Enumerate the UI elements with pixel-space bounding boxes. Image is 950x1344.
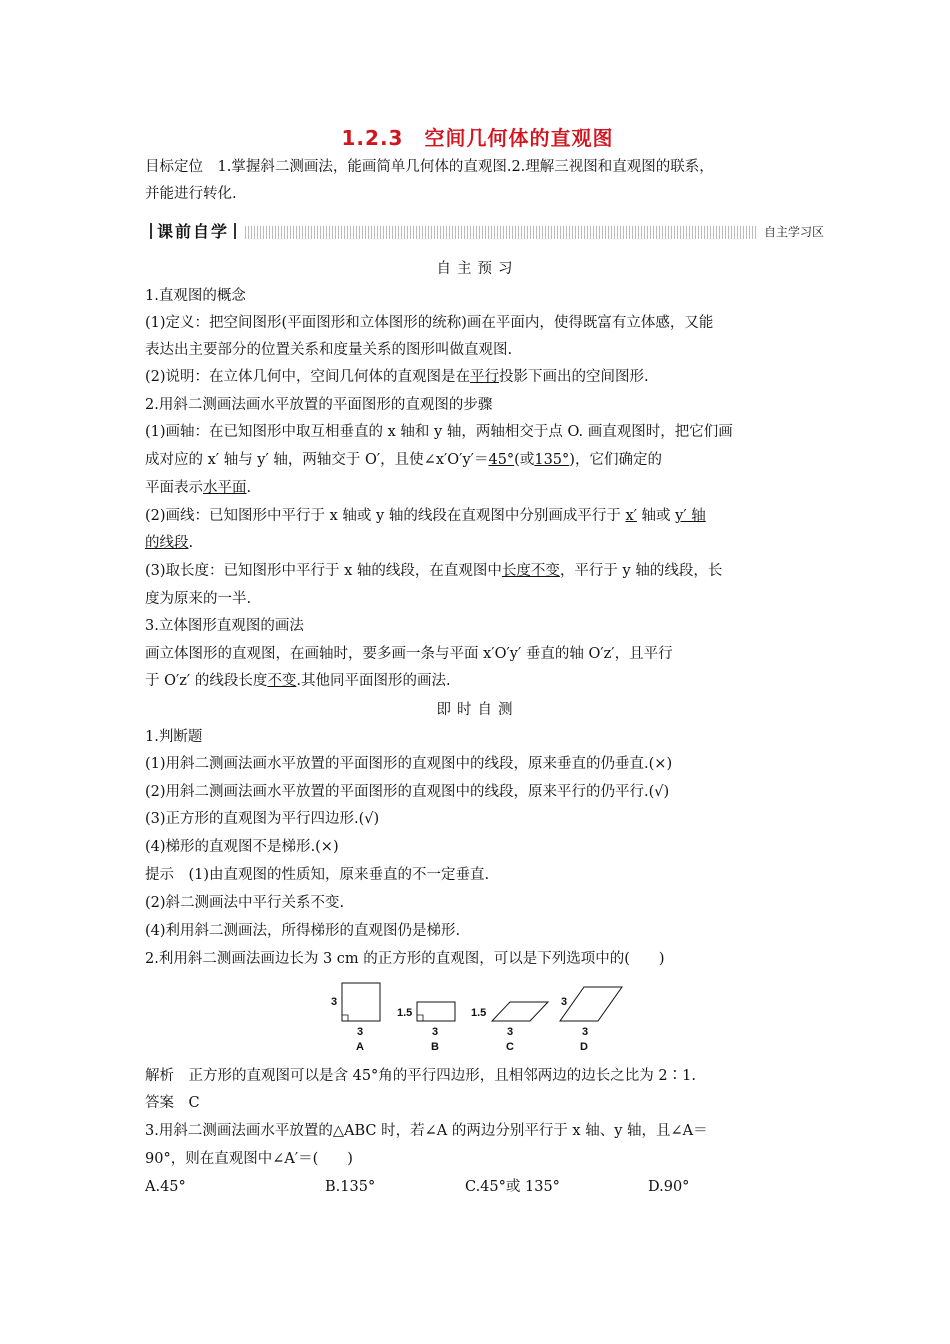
hint-3: (4)利用斜二测画法，所得梯形的直观图仍是梯形.: [145, 923, 461, 939]
s1-p1-b: 表达出主要部分的位置关系和度量关系的图形叫做直观图.: [145, 342, 513, 358]
option-a-label: A: [356, 1041, 364, 1053]
test-heading: 即时自测: [436, 702, 519, 718]
option-b-label: B: [431, 1041, 439, 1053]
banner-right-text: 自主学习区: [756, 223, 830, 241]
s2-p1-c: 平面表示水平面.: [145, 480, 252, 496]
s3-a: 画立体图形的直观图，在画轴时，要多画一条与平面 x′O′y′ 垂直的轴 O′z′，且平行: [145, 646, 673, 662]
s2-p2-a: (2)画线：已知图形中平行于 x 轴或 y 轴的线段在直观图中分别画成平行于 x′ 轴或 y′ 轴: [145, 508, 706, 524]
option-c-parallelogram: [492, 1002, 548, 1021]
q3-text-b: 90°，则在直观图中∠A′＝( ): [145, 1151, 353, 1167]
q2-answer: 答案 C: [145, 1095, 200, 1111]
option-a-base: 3: [357, 1026, 364, 1038]
option-c-label: C: [506, 1041, 514, 1053]
q3-option-c: C.45°或 135°: [465, 1179, 560, 1195]
objectives-line-2: 并能进行转化.: [145, 186, 237, 202]
s2-p1-a: (1)画轴：在已知图形中取互相垂直的 x 轴和 y 轴，两轴相交于点 O. 画直观图时，把它们画: [145, 424, 733, 440]
q2-options-figure: [325, 975, 685, 1065]
option-b-right-angle: [417, 1015, 423, 1021]
option-c-side: 1.5: [471, 1007, 487, 1019]
q1-item-2: (2)用斜二测画法画水平放置的平面图形的直观图中的线段，原来平行的仍平行.(√): [145, 784, 670, 800]
q3-option-b: B.135°: [325, 1179, 376, 1195]
q3-option-a: A.45°: [145, 1179, 186, 1195]
s3-title: 3.立体图形直观图的画法: [145, 618, 304, 634]
hint-2: (2)斜二测画法中平行关系不变.: [145, 895, 345, 911]
option-c-base: 3: [507, 1026, 514, 1038]
s2-p1-b: 成对应的 x′ 轴与 y′ 轴，两轴交于 O′，且使∠x′O′y′＝45°(或135°)，它们确定的: [145, 452, 662, 468]
option-d-base: 3: [582, 1026, 589, 1038]
option-b-base: 3: [432, 1026, 439, 1038]
q1-title: 1.判断题: [145, 729, 203, 745]
q3-option-d: D.90°: [648, 1179, 690, 1195]
hint-1: 提示 (1)由直观图的性质知，原来垂直的不一定垂直.: [145, 867, 490, 883]
option-d-side: 3: [561, 996, 568, 1008]
q1-item-1: (1)用斜二测画法画水平放置的平面图形的直观图中的线段，原来垂直的仍垂直.(×): [145, 756, 673, 772]
q1-item-4: (4)梯形的直观图不是梯形.(×): [145, 839, 339, 855]
s2-p2-b: 的线段.: [145, 535, 194, 551]
option-a-side: 3: [331, 996, 338, 1008]
s1-p1-a: (1)定义：把空间图形(平面图形和立体图形的统称)画在平面内，使得既富有立体感，又能: [145, 315, 714, 331]
s2-p3-a: (3)取长度：已知图形中平行于 x 轴的线段，在直观图中长度不变，平行于 y 轴的线段，长: [145, 563, 723, 579]
banner-left-text: 课前自学: [157, 222, 230, 241]
q2-analysis: 解析 正方形的直观图可以是含 45°角的平行四边形，且相邻两边的边长之比为 2∶1.: [145, 1068, 696, 1084]
objectives-line-1: 目标定位 1.掌握斜二测画法，能画简单几何体的直观图.2.理解三视图和直观图的联系，: [145, 159, 714, 175]
q2-text: 2.利用斜二测画法画边长为 3 cm 的正方形的直观图，可以是下列选项中的( ): [145, 951, 665, 967]
s1-title: 1.直观图的概念: [145, 288, 246, 304]
banner-label: [145, 221, 241, 243]
q3-text-a: 3.用斜二测画法画水平放置的△ABC 时，若∠A 的两边分别平行于 x 轴、y 轴，且∠A＝: [145, 1123, 708, 1139]
option-a-right-angle: [342, 1015, 348, 1021]
option-d-parallelogram: [560, 987, 622, 1021]
s2-p3-b: 度为原来的一半.: [145, 591, 252, 607]
q1-item-3: (3)正方形的直观图为平行四边形.(√): [145, 811, 380, 827]
banner-stripe: [245, 226, 830, 239]
option-d-label: D: [580, 1041, 588, 1053]
option-b-side: 1.5: [397, 1007, 413, 1019]
s3-b: 于 O′z′ 的线段长度不变.其他同平面图形的画法.: [145, 673, 451, 689]
preview-heading: 自主预习: [436, 261, 519, 277]
s2-title: 2.用斜二测画法画水平放置的平面图形的直观图的步骤: [145, 397, 493, 413]
page-title: 1.2.3 空间几何体的直观图: [341, 126, 614, 150]
s1-p2: (2)说明：在立体几何中，空间几何体的直观图是在平行投影下画出的空间图形.: [145, 369, 649, 385]
section-banner: [145, 221, 830, 243]
